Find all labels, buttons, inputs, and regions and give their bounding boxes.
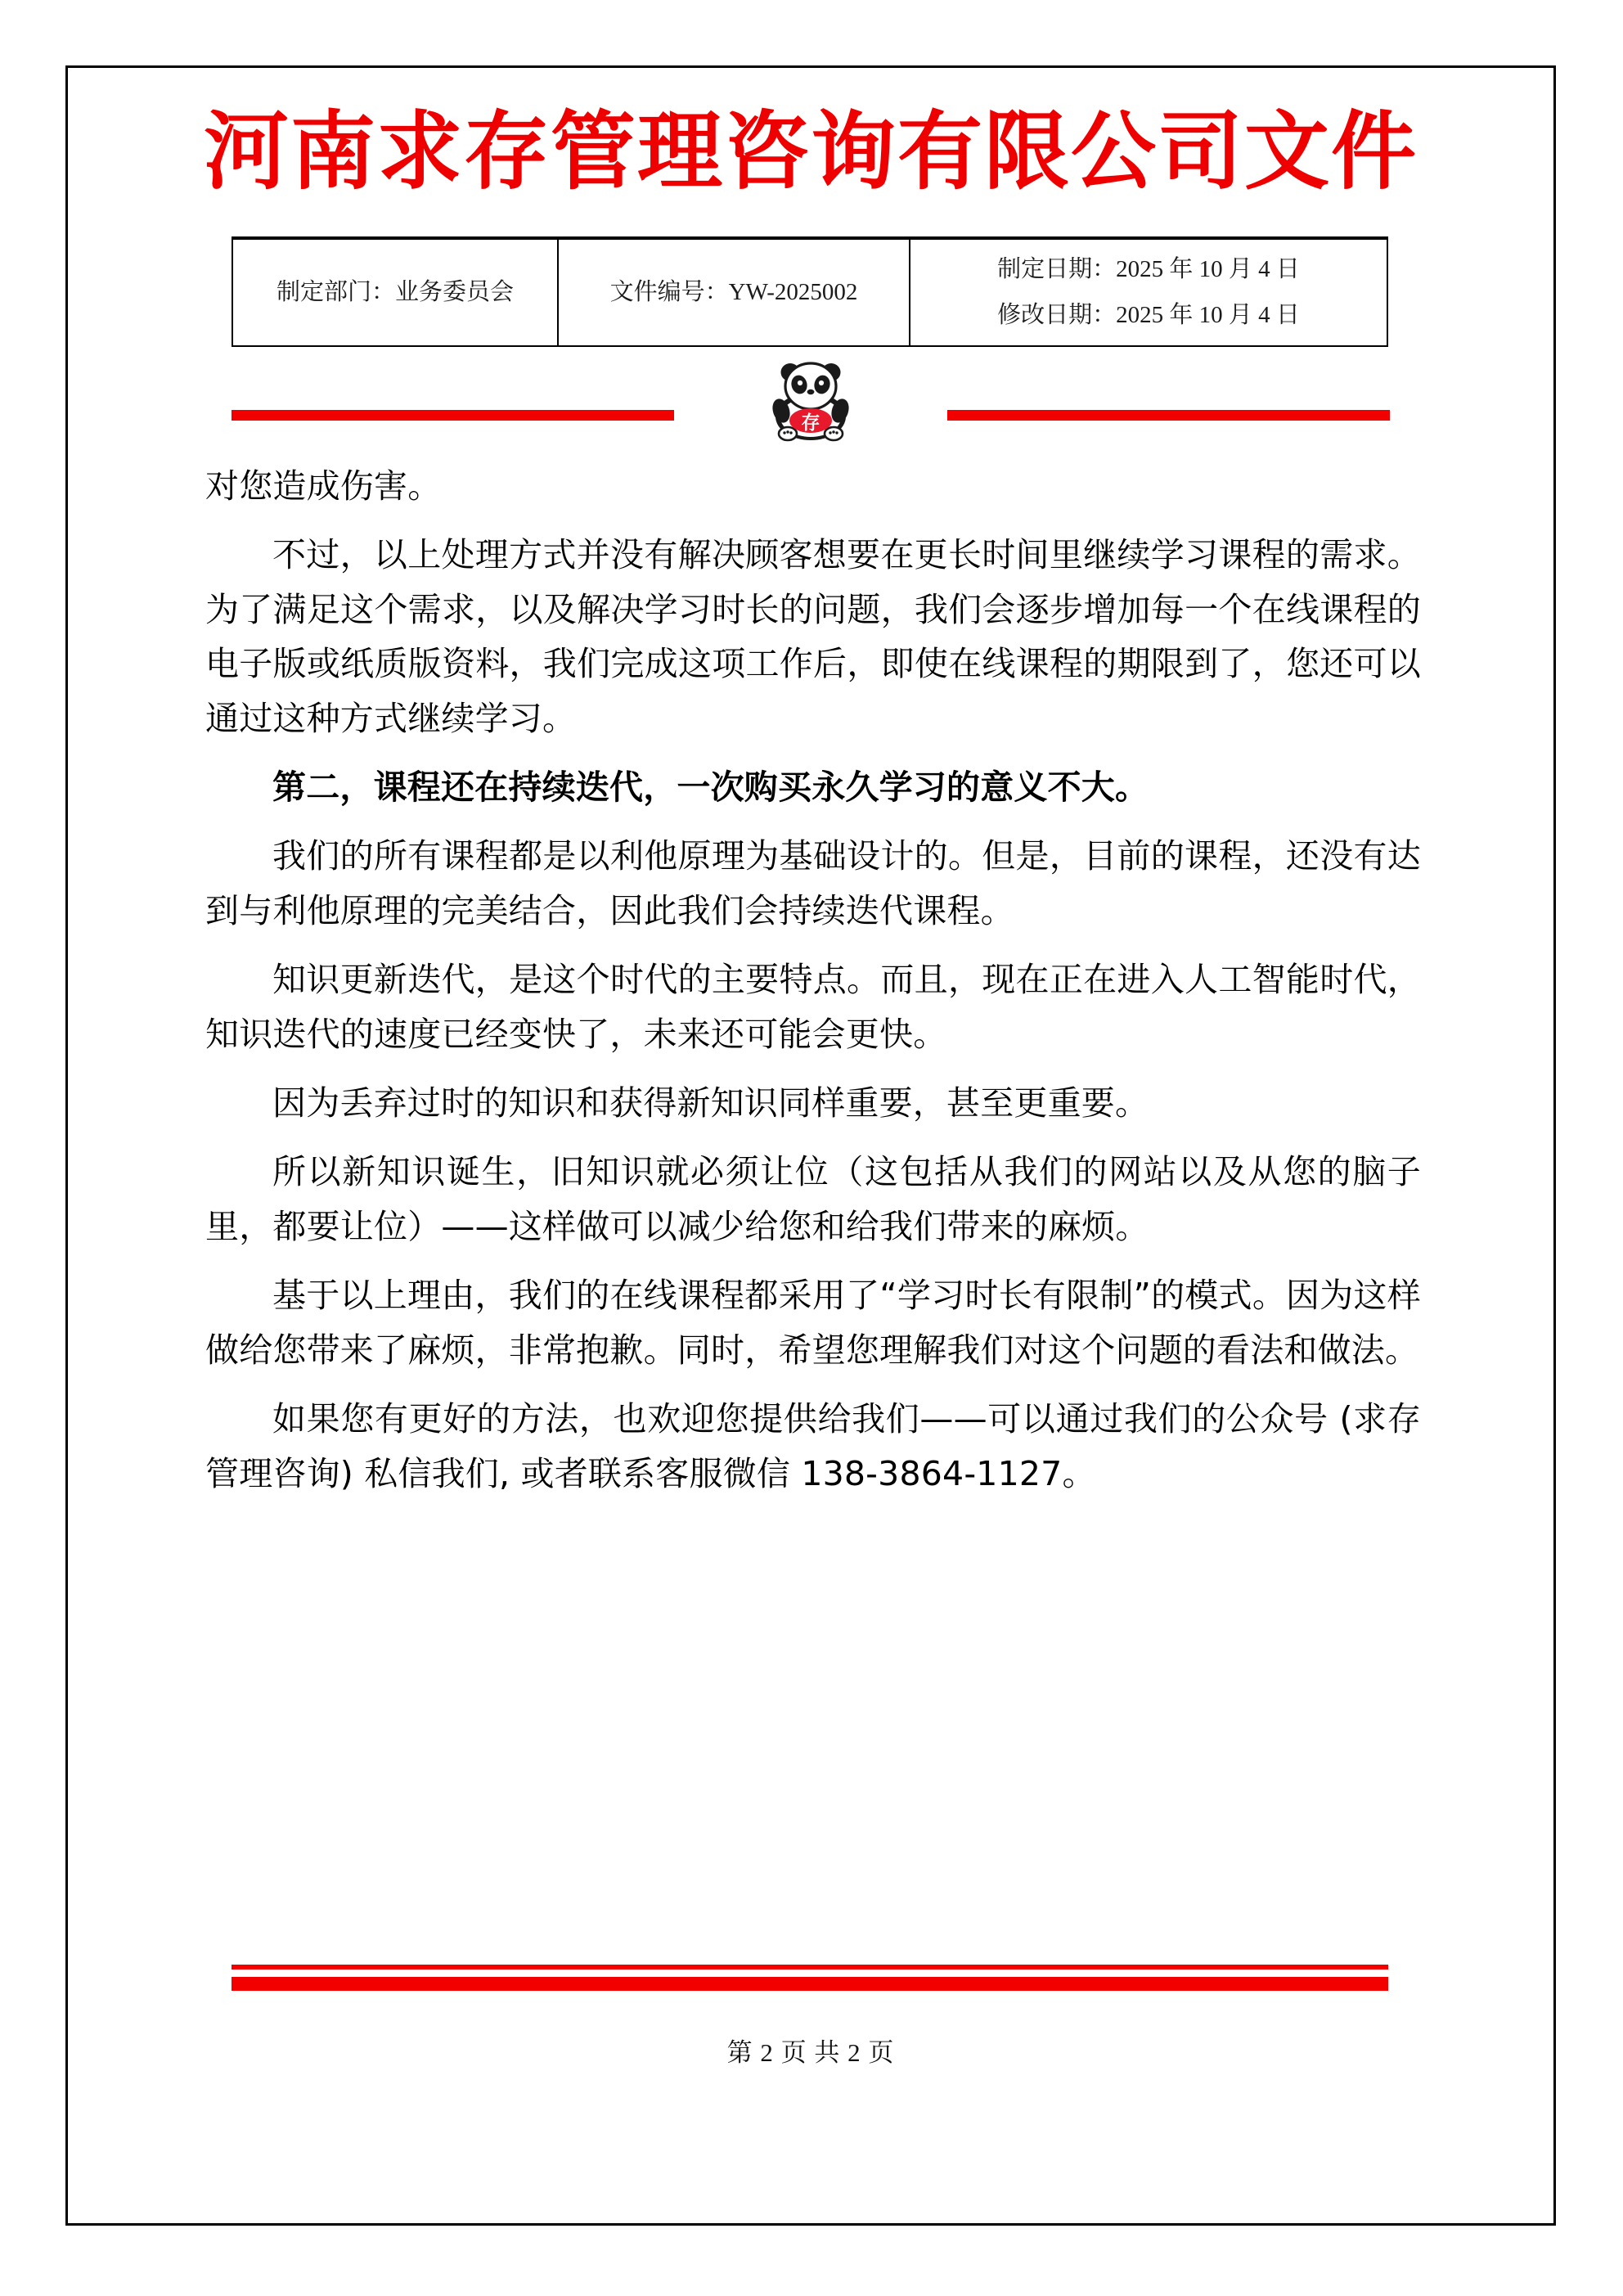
paragraph: 因为丢弃过时的知识和获得新知识同样重要，甚至更重要。: [272, 1083, 1149, 1123]
revised-date-value: 修改日期：2025 年 10 月 4 日: [997, 301, 1300, 328]
red-rule-left: [232, 410, 674, 421]
paragraph: 不过，以上处理方式并没有解决顾客想要在更长时间里继续学习课程的需求。为了满足这个需求，以及解决学习时长的问题，我们会逐步增加每一个在线课程的电子版或纸质版资料，我们完成这项工作后，即使在线课程的期限到了，您还可以通过这种方式继续学习。: [205, 535, 1421, 738]
paragraph: 所以新知识诞生，旧知识就必须让位（这包括从我们的网站以及从您的脑子里，都要让位）——这样做可以减少给您和给我们带来的麻烦。: [205, 1152, 1421, 1246]
created-date-value: 制定日期：2025 年 10 月 4 日: [997, 256, 1300, 283]
document-page: [65, 65, 1556, 2226]
panda-belly-character: 存: [801, 412, 820, 434]
paragraph-contact: 如果您有更好的方法，也欢迎您提供给我们——可以通过我们的公众号 (求存管理咨询) 私信我们, 或者联系客服微信 138-3864-1127。: [205, 1399, 1421, 1493]
red-divider-band: [68, 354, 1553, 444]
red-rule-right: [947, 410, 1390, 421]
info-cell-doc-number: [559, 240, 910, 345]
footer-rule-thin: [232, 1965, 1388, 1970]
footer-rules: [232, 1965, 1388, 1991]
page-indicator: 第 2 页 共 2 页: [726, 2038, 895, 2067]
footer-rule-thick: [232, 1977, 1388, 1991]
paragraph: 知识更新迭代，是这个时代的主要特点。而且，现在正在进入人工智能时代，知识迭代的速度已经变快了，未来还可能会更快。: [205, 960, 1421, 1054]
document-body: [205, 459, 1421, 1515]
paragraph-heading: 第二，课程还在持续迭代，一次购买永久学习的意义不大。: [272, 768, 1149, 808]
document-info-table: [232, 238, 1388, 347]
paragraph: 我们的所有课程都是以利他原理为基础设计的。但是，目前的课程，还没有达到与利他原理的完美结合，因此我们会持续迭代课程。: [205, 836, 1421, 930]
doc-number-value: 文件编号：YW-2025002: [609, 278, 858, 305]
paragraph: 对您造成伤害。: [205, 466, 442, 506]
department-value: 制定部门：业务委员会: [276, 278, 514, 305]
info-cell-dates: [910, 240, 1387, 345]
document-title: 河南求存管理咨询有限公司文件: [203, 104, 1418, 200]
panda-logo-icon: [767, 357, 855, 443]
masthead: [68, 68, 1553, 236]
paragraph: 基于以上理由，我们的在线课程都采用了“学习时长有限制”的模式。因为这样做给您带来了麻烦，非常抱歉。同时，希望您理解我们对这个问题的看法和做法。: [205, 1276, 1421, 1370]
info-cell-department: [233, 240, 559, 345]
